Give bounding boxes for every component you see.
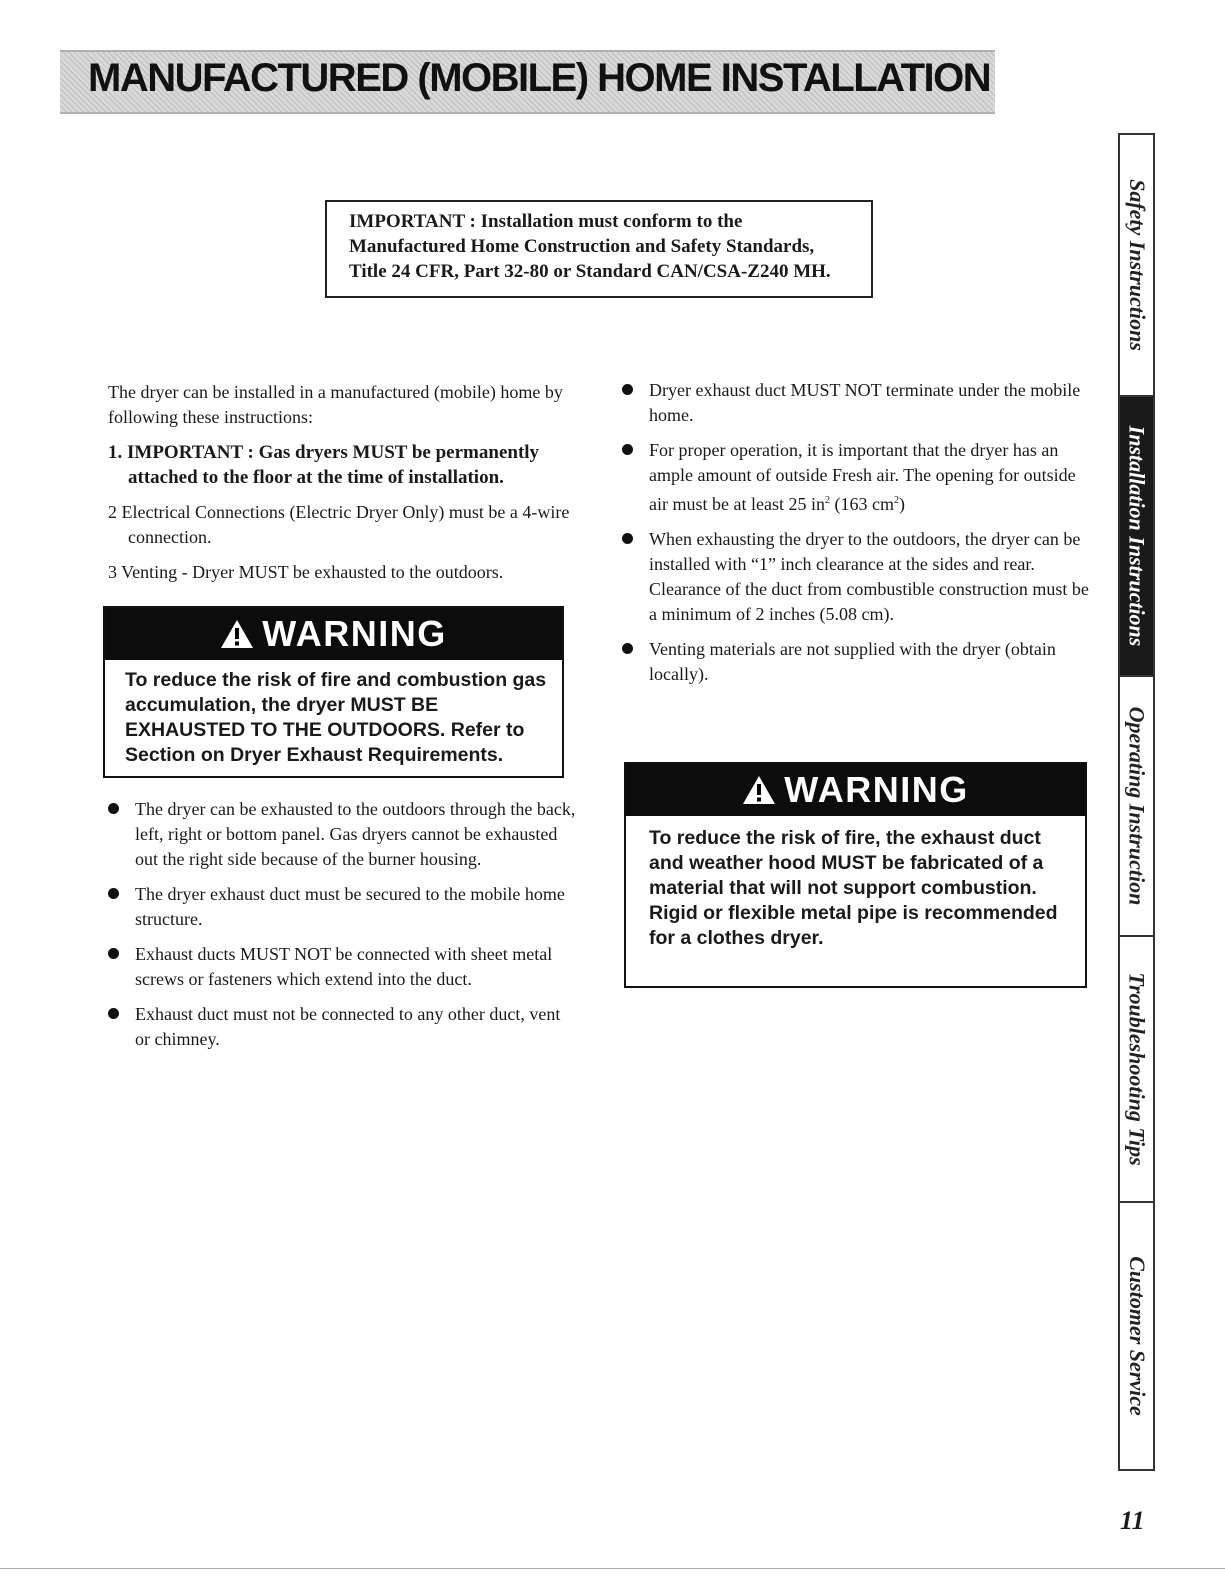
important-notice-box [325, 200, 873, 298]
instruction-item-3: 3 Venting - Dryer MUST be exhausted to the outdoors. [108, 562, 504, 582]
warning-box-right [624, 762, 1087, 988]
warning-text: To reduce the risk of fire and combustion gas accumulation, the dryer MUST BE EXHAUSTED TO THE OUTDOORS. Refer to Section on Dryer Exhaust Requirements. [125, 669, 547, 766]
tab-troubleshooting-tips[interactable]: Troubleshooting Tips [1120, 935, 1153, 1201]
bottom-divider [0, 1568, 1225, 1569]
list-item: The dryer can be exhausted to the outdoors through the back, left, right or bottom panel. Gas dryers cannot be exhausted out the right side because of the burner housing. [108, 797, 578, 872]
left-column [108, 380, 578, 595]
important-notice-line: Title 24 CFR, Part 32-80 or Standard CAN/CSA-Z240 MH. [349, 261, 831, 282]
title-banner [60, 50, 995, 114]
tab-customer-service[interactable]: Customer Service [1120, 1201, 1153, 1471]
list-item: Venting materials are not supplied with the dryer (obtain locally). [622, 637, 1092, 687]
list-item: For proper operation, it is important that the dryer has an ample amount of outside Fresh air. The opening for outside air must be at least 25 $in^2$ (163 $cm^2$) [622, 438, 1092, 517]
list-item: The dryer exhaust duct must be secured to the mobile home structure. [108, 882, 578, 932]
list-item: Exhaust ducts MUST NOT be connected with sheet metal screws or fasteners which extend into the duct. [108, 942, 578, 992]
right-bullet-list [622, 378, 1092, 697]
intro-paragraph: The dryer can be installed in a manufactured (mobile) home by following these instructions: [108, 382, 563, 427]
tab-installation-instructions[interactable]: Installation Instructions [1120, 395, 1153, 675]
important-notice-line: Manufactured Home Construction and Safety Standards, [349, 236, 815, 257]
section-tabs [1118, 133, 1155, 1471]
warning-triangle-icon [742, 775, 776, 805]
warning-text: To reduce the risk of fire, the exhaust duct and weather hood MUST be fabricated of a material that will not support combustion. Rigid or flexible metal pipe is recommended for a clothes dryer. [649, 827, 1058, 949]
warning-header [626, 764, 1085, 816]
tab-safety-instructions[interactable]: Safety Instructions [1120, 133, 1153, 395]
warning-heading: WARNING [262, 613, 447, 654]
list-item: Exhaust duct must not be connected to any other duct, vent or chimney. [108, 1002, 578, 1052]
list-item: Dryer exhaust duct MUST NOT terminate under the mobile home. [622, 378, 1092, 428]
list-item: When exhausting the dryer to the outdoors, the dryer can be installed with “1” inch clearance at the sides and rear. Clearance of the duct from combustible construction must be a minimum of 2 inches (5.08 cm). [622, 527, 1092, 627]
page-title: MANUFACTURED (MOBILE) HOME INSTALLATION [88, 56, 991, 100]
warning-box-left [103, 606, 564, 778]
instruction-item-1: 1. IMPORTANT : Gas dryers MUST be permanently attached to the floor at the time of installation. [108, 442, 540, 488]
left-bullet-list [108, 797, 578, 1062]
warning-header [105, 608, 562, 660]
warning-heading: WARNING [784, 769, 969, 810]
instruction-item-2: 2 Electrical Connections (Electric Dryer Only) must be a 4-wire connection. [108, 502, 570, 547]
page-number: 11 [1120, 1506, 1145, 1535]
warning-triangle-icon [220, 619, 254, 649]
important-notice-line: IMPORTANT : Installation must conform to the [349, 211, 743, 232]
tab-operating-instruction[interactable]: Operating Instruction [1120, 675, 1153, 935]
